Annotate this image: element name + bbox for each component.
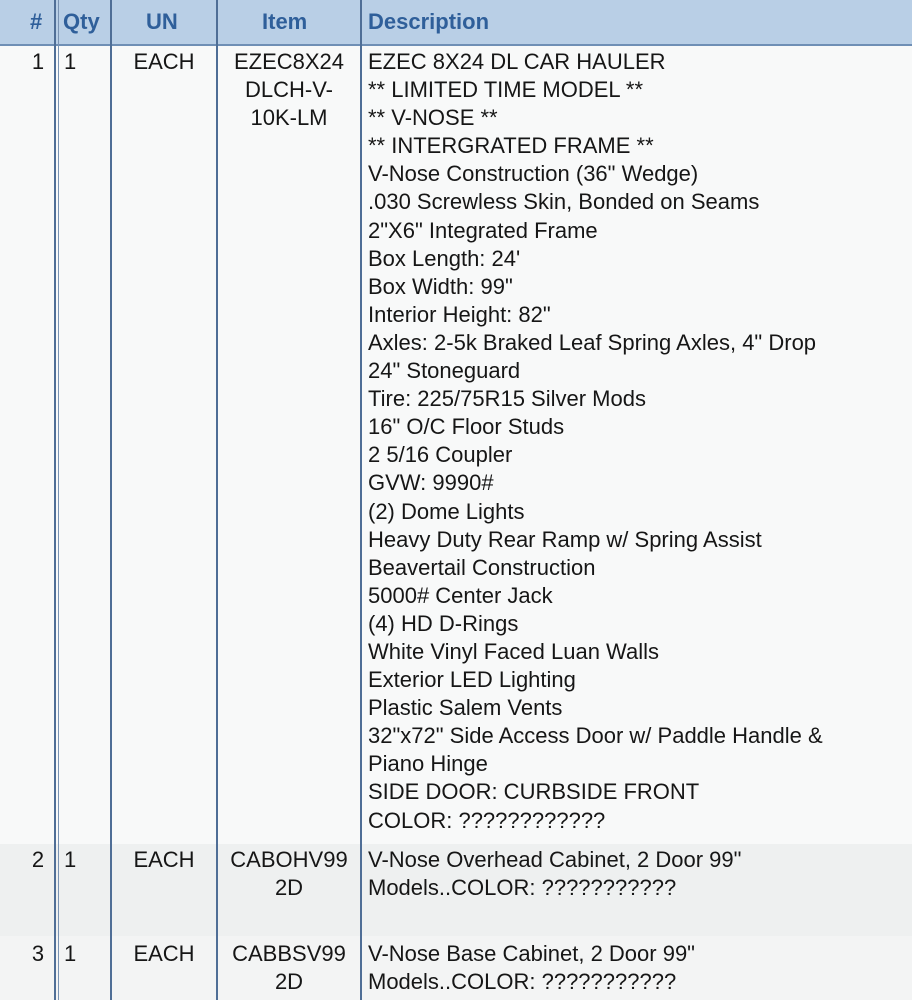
item-code-line: DLCH-V- (244, 77, 333, 102)
description-line: GVW: 9990# (368, 470, 494, 496)
description-line: Interior Height: 82" (368, 301, 551, 327)
description-line: ** INTERGRATED FRAME ** (368, 133, 654, 159)
description-line: Tire: 225/75R15 Silver Mods (368, 386, 646, 412)
row-un: EACH (133, 941, 195, 966)
row-num: 3 (31, 941, 45, 966)
description-line: 24" Stoneguard (368, 358, 521, 384)
item-code-line: 10K-LM (250, 105, 328, 130)
row-description (368, 940, 695, 996)
row-un: EACH (133, 49, 195, 74)
row-item (218, 940, 360, 996)
row-item (218, 48, 360, 132)
header-un: UN (146, 9, 178, 34)
header-num: # (30, 9, 43, 34)
description-line: Box Length: 24' (368, 245, 521, 271)
description-line: V-Nose Overhead Cabinet, 2 Door 99" (368, 847, 742, 872)
description-line: 16" O/C Floor Studs (368, 414, 565, 440)
description-line: Models..COLOR: ??????????? (368, 875, 677, 901)
header-description: Description (368, 9, 490, 34)
description-line: Box Width: 99" (368, 273, 513, 299)
table-header (0, 0, 912, 46)
column-divider (360, 0, 362, 1000)
description-line: Beavertail Construction (368, 554, 596, 580)
description-line: (4) HD D-Rings (368, 610, 519, 636)
item-code-line: EZEC8X24 (233, 49, 345, 74)
item-code-line: CABOHV99 (230, 847, 348, 872)
description-line: 32"x72" Side Access Door w/ Paddle Handle & (368, 723, 823, 749)
description-line: Axles: 2-5k Braked Leaf Spring Axles, 4" Drop (368, 329, 817, 355)
description-line: .030 Screwless Skin, Bonded on Seams (368, 189, 760, 215)
description-line: 2 5/16 Coupler (368, 442, 513, 468)
description-line: 5000# Center Jack (368, 582, 553, 608)
description-line: White Vinyl Faced Luan Walls (368, 638, 660, 664)
column-divider (58, 0, 59, 1000)
description-line: ** LIMITED TIME MODEL ** (368, 77, 644, 103)
header-qty: Qty (63, 9, 100, 34)
description-line: Models..COLOR: ??????????? (368, 969, 677, 995)
row-qty: 1 (64, 49, 77, 74)
description-line: COLOR: ???????????? (368, 807, 606, 833)
description-line: (2) Dome Lights (368, 498, 525, 524)
item-code-line: CABBSV99 (232, 941, 346, 966)
row-un: EACH (133, 847, 195, 872)
row-num: 1 (31, 49, 45, 74)
header-item: Item (262, 9, 308, 34)
row-item (218, 846, 360, 902)
description-line: Exterior LED Lighting (368, 667, 576, 693)
row-num: 2 (31, 847, 45, 872)
description-line: SIDE DOOR: CURBSIDE FRONT (368, 779, 700, 805)
description-line: V-Nose Construction (36" Wedge) (368, 161, 699, 187)
description-line: 2"X6" Integrated Frame (368, 217, 598, 243)
description-line: EZEC 8X24 DL CAR HAULER (368, 49, 666, 74)
row-qty: 1 (64, 941, 77, 966)
item-code-line: 2D (274, 969, 304, 994)
description-line: Heavy Duty Rear Ramp w/ Spring Assist (368, 526, 762, 552)
description-line: V-Nose Base Cabinet, 2 Door 99" (368, 941, 695, 966)
description-line: ** V-NOSE ** (368, 105, 498, 131)
row-qty: 1 (64, 847, 77, 872)
description-line: Piano Hinge (368, 751, 488, 777)
column-divider (54, 0, 56, 1000)
row-description (368, 48, 823, 835)
description-line: Plastic Salem Vents (368, 695, 563, 721)
item-code-line: 2D (274, 875, 304, 900)
row-description (368, 846, 741, 902)
